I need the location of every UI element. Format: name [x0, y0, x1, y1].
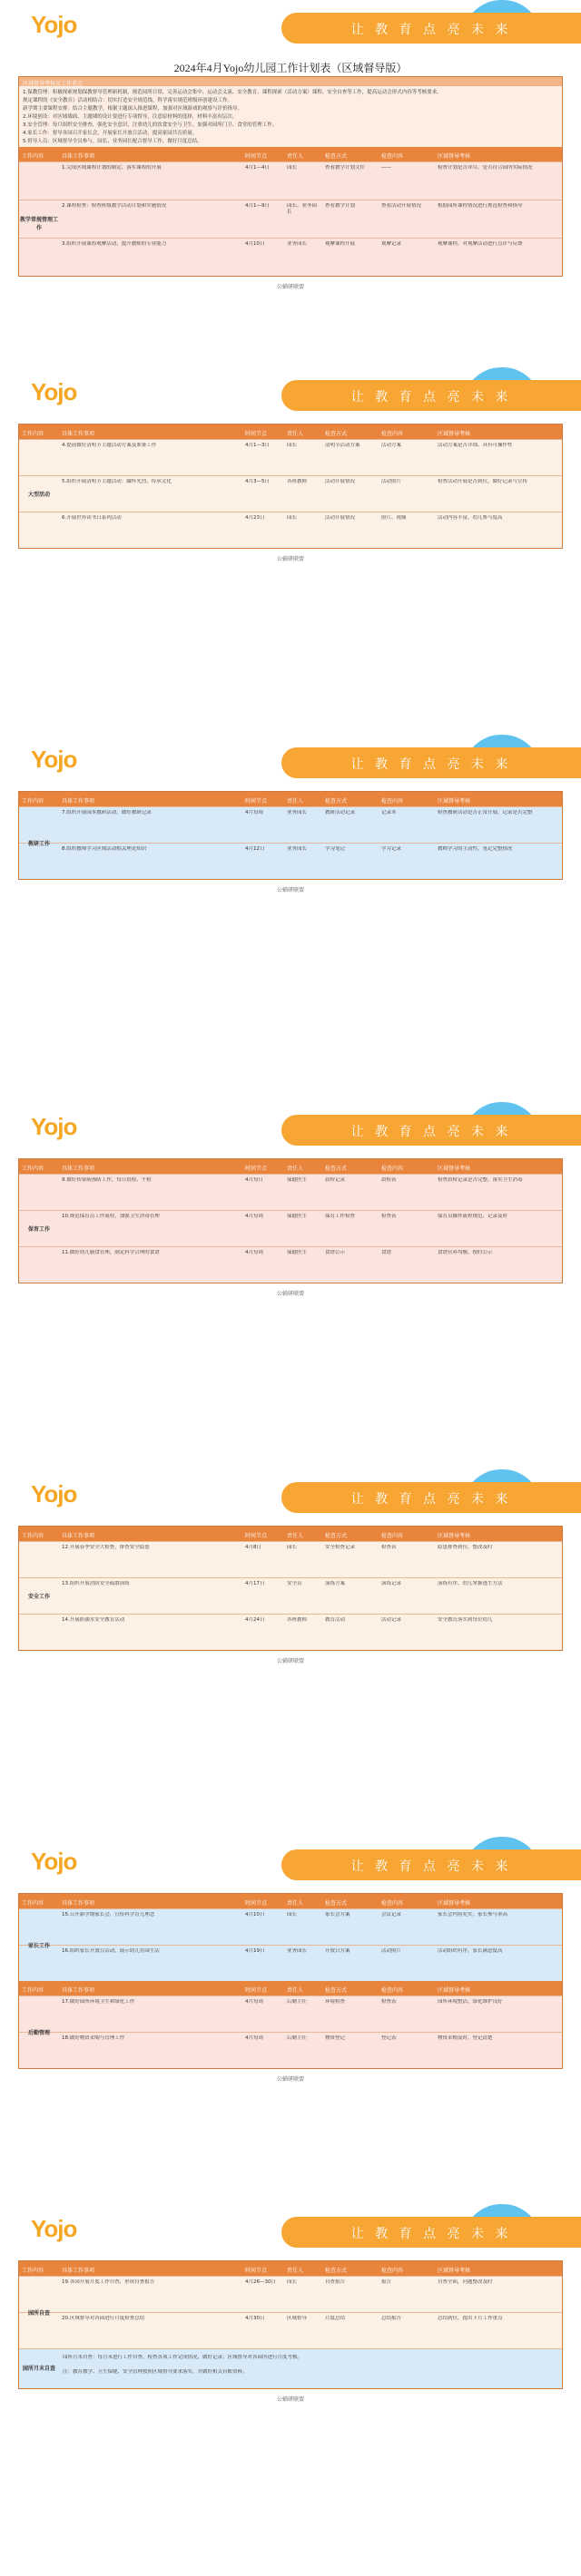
table-row: [19, 1246, 562, 1283]
table-header: [19, 792, 562, 806]
table-cell: 4月1—9日: [245, 203, 270, 209]
category-label: 安全工作: [27, 1594, 50, 1600]
table-cell: 4月每周: [245, 1214, 263, 1219]
column-header: 检查方式: [325, 2268, 348, 2274]
plan-table: [18, 76, 563, 277]
column-header: 时间节点: [245, 431, 268, 437]
column-header: 责任人: [287, 798, 304, 805]
table-row: [19, 2032, 562, 2068]
table-cell: 4月8日: [245, 1545, 261, 1550]
column-header: 检查方式: [325, 798, 348, 805]
table-cell: 教研活动记录: [325, 810, 356, 815]
column-header: 检查方式: [325, 431, 348, 437]
table-cell: 4月12日: [245, 846, 265, 852]
table-cell: 4.提前做好清明节主题活动方案及准备工作: [62, 443, 157, 448]
table-cell: 4月10日: [245, 241, 265, 247]
page: [0, 735, 581, 1098]
table-cell: 4月17日: [245, 1581, 265, 1586]
table-cell: 活动组织有序，家长满意度高: [438, 1948, 503, 1954]
category-label: 教研工作: [27, 841, 50, 847]
table-cell: 食谱公示: [325, 1250, 346, 1255]
table-header: [19, 1159, 562, 1174]
column-header: 工作内容: [22, 2268, 44, 2274]
table-cell: 4月每日: [245, 1177, 263, 1183]
table-cell: 登记表: [381, 2035, 397, 2041]
table-cell: 业务园长: [287, 810, 308, 815]
brand-logo: Yojo: [31, 378, 77, 405]
table-cell: 13.组织开展消防安全疏散演练: [62, 1581, 130, 1586]
page: [0, 2204, 581, 2567]
column-header: 具体工作事项: [62, 1533, 95, 1539]
slogan-text: 让 教 育 点 亮 未 来: [350, 390, 512, 405]
slogan-banner: [281, 13, 581, 44]
category-label: 园所自查: [27, 2310, 50, 2317]
table-cell: 20.区域督导对各园进行月度检查总结: [62, 2316, 145, 2321]
intro-line: 新学期主要课程安排：结合主题教学，根据主题深入推进课程，加强对区域游戏的观察与评价指导。: [23, 106, 243, 112]
column-header: 区域督导考核: [438, 1900, 471, 1907]
intro-line: 5.督导人员：区域督导全员参与，园长、业务园长配合督导工作，做好月度总结。: [23, 139, 202, 144]
slogan-text: 让 教 育 点 亮 未 来: [350, 23, 512, 37]
category-label: 后勤管理: [27, 2030, 50, 2036]
column-header: 检查内容: [381, 1900, 404, 1907]
column-header: 区域督导考核: [438, 431, 471, 437]
table-cell: 区域督导: [287, 2316, 308, 2321]
table-row: [19, 238, 562, 276]
table-row: [19, 200, 562, 238]
table-header: [19, 424, 562, 439]
table-cell: 自查报告: [325, 2279, 346, 2285]
plan-table: [18, 1526, 563, 1651]
column-header: 责任人: [287, 1987, 304, 1994]
table-cell: 检查表: [381, 1214, 397, 1219]
page: [0, 1469, 581, 1832]
page-footer: 公辅研联盟: [276, 1658, 304, 1664]
column-header: 工作内容: [22, 798, 44, 805]
table-cell: 食谱营养均衡，按时公示: [438, 1250, 493, 1255]
table-cell: 4月每周: [245, 1250, 263, 1255]
table-cell: 观摩记录: [381, 241, 402, 247]
plan-table: [18, 424, 563, 549]
plan-table: [18, 1158, 563, 1283]
table-cell: 检查表: [381, 1545, 397, 1550]
column-header: 检查内容: [381, 1533, 404, 1539]
table-cell: 17.做好园所环境卫生和绿化工作: [62, 1999, 135, 2005]
page: [0, 367, 581, 730]
column-header: 具体工作事项: [62, 1987, 95, 1994]
table-cell: 后勤主任: [287, 1999, 308, 2005]
column-header: 检查方式: [325, 1166, 348, 1172]
column-header: 工作内容: [22, 431, 44, 437]
slogan-text: 让 教 育 点 亮 未 来: [350, 2227, 512, 2241]
table-row: [19, 1541, 562, 1577]
brand-logo: Yojo: [31, 746, 77, 773]
intro-line: 规定课程的《安全教育》活动相结合：切实打造安全规范线，科学落实规范班级环创建设工作。: [23, 98, 233, 103]
column-header: 时间节点: [245, 153, 268, 160]
slogan-banner: [281, 1849, 581, 1880]
intro-line: 1.保教管理：积极探索规划保教督导管理新机制，规范园所日常，完善运动会集中、运动会义演、安全教育、课程探索（活动方案）课程、安全自查等工作，提高运动会形式内容等考核要求。: [23, 90, 442, 95]
intro-line: 2.环境创设：对区域墙面、主题墙的设计要进行专项督导，注意原材料的选择，材料丰富有层次。: [23, 114, 238, 120]
table-header: [19, 1527, 562, 1541]
table-cell: 4月10日: [245, 1912, 265, 1917]
table-cell: ——: [381, 165, 391, 171]
column-header: 检查内容: [381, 2268, 404, 2274]
table-row: [19, 1614, 562, 1650]
brand-logo: Yojo: [31, 1113, 77, 1140]
column-header: 工作内容: [22, 1987, 44, 1994]
table-row: [19, 843, 562, 879]
column-header: 工作内容: [22, 1166, 44, 1172]
page-footer: 公辅研联盟: [276, 2396, 304, 2403]
page-banner: [0, 735, 581, 789]
page-banner: [0, 2204, 581, 2259]
column-header: 时间节点: [245, 798, 268, 805]
table-cell: 查看活动开展情况: [381, 203, 422, 209]
table-cell: 活动方案是否详细、具有可操作性: [438, 443, 513, 448]
slogan-banner: [281, 747, 581, 778]
intro-heading: [19, 77, 562, 86]
table-cell: 活动方案: [381, 443, 402, 448]
table-cell: 园长: [287, 1912, 298, 1917]
table-cell: 检查计划是否详尽、是否符合园所实际情况: [438, 165, 533, 171]
table-cell: 9.做好传染病预防工作，每日晨检、午检: [62, 1177, 152, 1183]
table-cell: 安全员: [287, 1581, 302, 1586]
table-cell: 业务园长: [287, 241, 308, 247]
column-header: 责任人: [287, 1533, 304, 1539]
table-cell: 观摩课程，对观摩活动进行点评与反馈: [438, 241, 523, 247]
table-cell: 14.开展防溺水安全教育活动: [62, 1617, 125, 1623]
table-cell: 隐患排查到位，整改及时: [438, 1545, 493, 1550]
table-cell: 家长会内容充实，家长参与率高: [438, 1912, 508, 1917]
column-header: 区域督导考核: [438, 153, 471, 160]
page: [0, 1102, 581, 1465]
slogan-banner: [281, 1482, 581, 1513]
brand-logo: Yojo: [31, 1848, 77, 1875]
table-row: [19, 1210, 562, 1246]
table-cell: 根据园所课程情况进行规范检查和指导: [438, 203, 523, 209]
column-header: 检查内容: [381, 153, 404, 160]
page: [0, 0, 581, 363]
table-cell: 保健医生: [287, 1214, 308, 1219]
slogan-text: 让 教 育 点 亮 未 来: [350, 1125, 512, 1139]
column-header: 区域督导考核: [438, 798, 471, 805]
table-cell: 4月26—30日: [245, 2279, 276, 2285]
table-cell: 学习记录: [381, 846, 402, 852]
intro-line: 3.安全管理：每月组织安全排查，强化安全意识，注重幼儿的饮食安全与卫生。加强对园所门卫、食堂的管理工作。: [23, 122, 278, 128]
table-cell: 园长: [287, 165, 298, 171]
intro-line: 4.家长工作：督导各园召开家长会，开展家长开放日活动，提高家园共育质量。: [23, 131, 198, 136]
brand-logo: Yojo: [31, 1480, 77, 1508]
table-cell: 活动记录: [381, 1617, 402, 1623]
page-footer: 公辅研联盟: [276, 556, 304, 562]
table-cell: 保健医生: [287, 1177, 308, 1183]
table-cell: 查看教学计划: [325, 203, 356, 209]
table-cell: 6.开展世界读书日系列活动: [62, 515, 122, 521]
column-header: 具体工作事项: [62, 2268, 95, 2274]
table-cell: 4月19日: [245, 1948, 265, 1954]
table-cell: 晨检表: [381, 1177, 397, 1183]
slogan-banner: [281, 2217, 581, 2248]
table-row: [19, 1995, 562, 2032]
column-header: 时间节点: [245, 1166, 268, 1172]
table-cell: 演练方案: [325, 1581, 346, 1586]
table-cell: 演练有序，幼儿掌握逃生方法: [438, 1581, 503, 1586]
page-footer: 公辅研联盟: [276, 887, 304, 893]
plan-table: [18, 1893, 563, 2069]
column-header: 检查内容: [381, 798, 404, 805]
column-header: 工作内容: [22, 1900, 44, 1907]
table-cell: 物资采购及时，登记清楚: [438, 2035, 493, 2041]
table-row: [19, 439, 562, 475]
table-cell: 园长、业务园长: [287, 203, 318, 215]
brand-logo: Yojo: [31, 2215, 77, 2242]
table-cell: 安全检查记录: [325, 1545, 356, 1550]
table-header: [19, 1894, 562, 1908]
column-header: 检查方式: [325, 153, 348, 160]
brand-logo: Yojo: [31, 11, 77, 38]
table-row: [19, 161, 562, 200]
table-cell: 园长: [287, 2279, 298, 2285]
table-cell: 检查晨检记录是否完整，落实卫生消毒: [438, 1177, 523, 1183]
column-header: 责任人: [287, 1900, 304, 1907]
table-cell: 照片、视频: [381, 515, 407, 521]
page-banner: [0, 1102, 581, 1156]
table-cell: 15.召开新学期家长会，宣传科学育儿理念: [62, 1912, 155, 1917]
table-cell: 11.做好幼儿膳食管理，制定科学合理的食谱: [62, 1250, 160, 1255]
intro-section: [19, 77, 562, 147]
table-row: [19, 1174, 562, 1210]
table-cell: 检查活动开展是否到位，做好记录与宣传: [438, 479, 528, 484]
table-cell: 查看教学计划文件: [325, 165, 366, 171]
column-header: 区域督导考核: [438, 1166, 471, 1172]
table-row: [19, 1577, 562, 1614]
category-label: 大型活动: [27, 492, 50, 498]
column-header: 具体工作事项: [62, 153, 95, 160]
table-cell: 总结报告: [381, 2316, 402, 2321]
table-cell: 教育活动: [325, 1617, 346, 1623]
table-row: [19, 2312, 562, 2348]
table-cell: 1.完成区域课程计划的制定、落实课程的开展: [62, 165, 162, 171]
page-banner: [0, 1837, 581, 1891]
table-cell: 园长: [287, 515, 298, 521]
column-header: 检查内容: [381, 1987, 404, 1994]
category-label: 家长工作: [27, 1943, 50, 1949]
table-cell: 保育员操作流程规范，记录及时: [438, 1214, 508, 1219]
table-cell: 园长: [287, 443, 298, 448]
table-cell: 活动照片: [381, 479, 402, 484]
closing-line: 园所月末自查：每月末进行工作自查，检查各项工作完成情况，做好记录；区域督导对各园所进行月度考核。: [63, 2355, 303, 2360]
table-cell: 4月每周: [245, 1999, 263, 2005]
closing-section: [19, 2348, 562, 2388]
table-cell: 4月每周: [245, 810, 263, 815]
table-header: [19, 2261, 562, 2276]
table-cell: 月度总结: [325, 2316, 346, 2321]
table-cell: 各班教师: [287, 479, 308, 484]
table-cell: 园长: [287, 1545, 298, 1550]
slogan-text: 让 教 育 点 亮 未 来: [350, 1492, 512, 1507]
table-cell: 总结到位，提出下月工作重点: [438, 2316, 503, 2321]
column-header: 区域督导考核: [438, 1533, 471, 1539]
table-cell: 8.组织教师学习区域活动相关理论知识: [62, 846, 147, 852]
table-cell: 安全教育落实到每位幼儿: [438, 1617, 493, 1623]
slogan-text: 让 教 育 点 亮 未 来: [350, 1859, 512, 1874]
table-cell: 业务园长: [287, 846, 308, 852]
table-cell: 演练记录: [381, 1581, 402, 1586]
table-cell: 活动照片: [381, 1948, 402, 1954]
page-footer: 公辅研联盟: [276, 1291, 304, 1297]
column-header: 区域督导考核: [438, 1987, 471, 1994]
table-row: [19, 475, 562, 512]
slogan-banner: [281, 1115, 581, 1146]
plan-table: [18, 791, 563, 880]
table-cell: 报告: [381, 2279, 392, 2285]
table-cell: 教师学习的主动性，笔记完整情况: [438, 846, 513, 852]
table-cell: 保育工作检查: [325, 1214, 356, 1219]
closing-line: 注：教育教学、卫生保健、安全管理按照区域督导要求落实，并做好相关台账资料。: [63, 2369, 248, 2375]
table-cell: 4月1—4日: [245, 165, 270, 171]
column-header: 工作内容: [22, 1533, 44, 1539]
table-cell: 16.组织家长开放日活动，展示幼儿在园生活: [62, 1948, 160, 1954]
table-cell: 业务园长: [287, 1948, 308, 1954]
column-header: 具体工作事项: [62, 431, 95, 437]
table-cell: 物资登记: [325, 2035, 346, 2041]
table-cell: 12.开展春季安全大检查，排查安全隐患: [62, 1545, 150, 1550]
category-label: 教学常规管理工作: [19, 217, 58, 231]
table-cell: 7.组织开展园本教研活动，做好教研记录: [62, 810, 152, 815]
table-cell: 食谱: [381, 1250, 392, 1255]
table-row: [19, 512, 562, 548]
table-cell: 10.规范保育员工作流程，加强卫生消毒管理: [62, 1214, 160, 1219]
page-footer: 公辅研联盟: [276, 2076, 304, 2083]
table-cell: 学习笔记: [325, 846, 346, 852]
table-cell: 后勤主任: [287, 2035, 308, 2041]
column-header: 责任人: [287, 1166, 304, 1172]
table-cell: 会议记录: [381, 1912, 402, 1917]
document-title: 2024年4月Yojo幼儿园工作计划表（区域督导版）: [173, 62, 408, 74]
table-cell: 18.做好物资采购与管理工作: [62, 2035, 125, 2041]
table-header: [19, 147, 562, 161]
table-cell: 4月24日: [245, 1617, 265, 1623]
table-cell: 各班教师: [287, 1617, 308, 1623]
page-footer: 公辅研联盟: [276, 284, 304, 290]
table-cell: 自查全面，问题整改及时: [438, 2279, 493, 2285]
table-cell: 19.各园开展月度工作自查，形成自查报告: [62, 2279, 155, 2285]
column-header: 时间节点: [245, 2268, 268, 2274]
column-header: 检查方式: [325, 1987, 348, 1994]
column-header: 具体工作事项: [62, 1900, 95, 1907]
table-cell: 观摩课程开展: [325, 241, 356, 247]
slogan-text: 让 教 育 点 亮 未 来: [350, 757, 512, 772]
column-header: 时间节点: [245, 1900, 268, 1907]
table-cell: 3.组织开展课程观摩活动，提升教师的专业能力: [62, 241, 167, 247]
table-cell: 4月3—5日: [245, 479, 270, 484]
table-cell: 环境检查: [325, 1999, 346, 2005]
table-cell: 保健医生: [287, 1250, 308, 1255]
table-cell: 2.课程检查：检查班级教学活动计划和实施情况: [62, 203, 167, 209]
column-header: 时间节点: [245, 1987, 268, 1994]
table-cell: 记录本: [381, 810, 397, 815]
column-header: 检查内容: [381, 1166, 404, 1172]
table-cell: 清明节活动方案: [325, 443, 360, 448]
column-header: 检查内容: [381, 431, 404, 437]
column-header: 责任人: [287, 153, 304, 160]
page: [0, 1837, 581, 2200]
table-cell: 4月23日: [245, 515, 265, 521]
column-header: 具体工作事项: [62, 798, 95, 805]
table-cell: 检查表: [381, 1999, 397, 2005]
table-row: [19, 1945, 562, 1981]
table-cell: 检查教研活动是否正常开展，记录是否完整: [438, 810, 533, 815]
table-header: [19, 1981, 562, 1995]
page-banner: [0, 1469, 581, 1524]
column-header: 工作内容: [22, 153, 44, 160]
category-label: 保育工作: [27, 1226, 50, 1233]
table-cell: 4月30日: [245, 2316, 265, 2321]
page-banner: [0, 0, 581, 54]
plan-table: [18, 2260, 563, 2389]
table-cell: 家长会方案: [325, 1912, 350, 1917]
column-header: 责任人: [287, 2268, 304, 2274]
intro-heading-text: 区域督导考核及工作重点: [23, 81, 84, 87]
column-header: 具体工作事项: [62, 1166, 95, 1172]
column-header: 区域督导考核: [438, 2268, 471, 2274]
table-cell: 晨检记录: [325, 1177, 346, 1183]
table-cell: 5.组织开展清明节主题活动：缅怀先烈、传承文化: [62, 479, 172, 484]
page-banner: [0, 367, 581, 422]
table-cell: 活动开展情况: [325, 515, 356, 521]
column-header: 检查方式: [325, 1533, 348, 1539]
table-row: [19, 2276, 562, 2312]
slogan-banner: [281, 380, 581, 411]
table-row: [19, 1908, 562, 1945]
table-cell: 4月1—3日: [245, 443, 270, 448]
table-cell: 4月每周: [245, 2035, 263, 2041]
table-cell: 活动开展情况: [325, 479, 356, 484]
table-cell: 开放日方案: [325, 1948, 350, 1954]
closing-label: 园所月末自查: [22, 2366, 55, 2372]
column-header: 责任人: [287, 431, 304, 437]
column-header: 检查方式: [325, 1900, 348, 1907]
column-header: 时间节点: [245, 1533, 268, 1539]
table-cell: 活动内容丰富，幼儿参与度高: [438, 515, 503, 521]
table-row: [19, 806, 562, 843]
table-cell: 园所环境整洁，绿化维护良好: [438, 1999, 503, 2005]
